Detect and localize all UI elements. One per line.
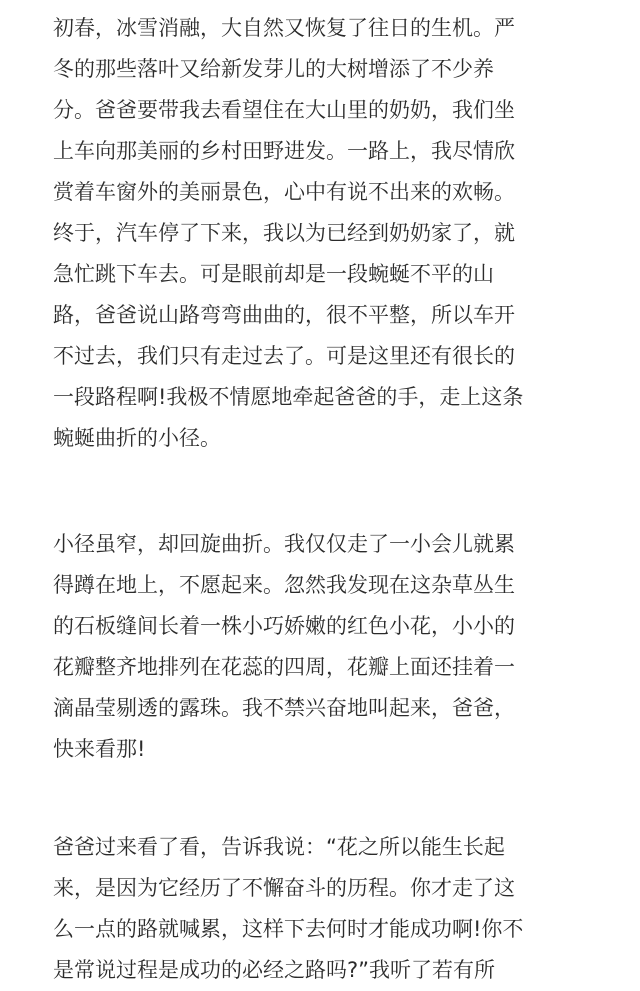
paragraph-1 (53, 8, 523, 459)
text-line: 初春，冰雪消融，大自然又恢复了往日的生机。严 (53, 16, 515, 40)
text-line: 分。爸爸要带我去看望住在大山里的奶奶，我们坐 (53, 98, 515, 122)
text-line: 小径虽窄，却回旋曲折。我仅仅走了一小会儿就累 (53, 532, 515, 556)
text-line: 路，爸爸说山路弯弯曲曲的，很不平整，所以车开 (53, 303, 515, 327)
text-line: 冬的那些落叶又给新发芽儿的大树增添了不少养 (53, 57, 494, 81)
text-line: 赏着车窗外的美丽景色，心中有说不出来的欢畅。 (53, 180, 515, 204)
text-line: 滴晶莹剔透的露珠。我不禁兴奋地叫起来，爸爸， (53, 696, 515, 720)
text-line: 么一点的路就喊累，这样下去何时才能成功啊!你不 (53, 917, 524, 941)
text-line: 花瓣整齐地排列在花蕊的四周，花瓣上面还挂着一 (53, 655, 515, 679)
text-line: 蜿蜒曲折的小径。 (53, 426, 221, 450)
text-line: 终于，汽车停了下来，我以为已经到奶奶家了，就 (53, 221, 515, 245)
text-line: 不过去，我们只有走过去了。可是这里还有很长的 (53, 344, 515, 368)
paragraph-3 (53, 827, 523, 991)
text-line: 上车向那美丽的乡村田野进发。一路上，我尽情欣 (53, 139, 515, 163)
text-line: 一段路程啊!我极不情愿地牵起爸爸的手，走上这条 (53, 385, 524, 409)
text-line: 快来看那! (53, 737, 146, 761)
paragraph-2 (53, 524, 515, 770)
text-line: 急忙跳下车去。可是眼前却是一段蜿蜒不平的山 (53, 262, 494, 286)
text-line: 的石板缝间长着一株小巧娇嫩的红色小花，小小的 (53, 614, 515, 638)
text-line: 爸爸过来看了看，告诉我说：“花之所以能生长起 (53, 835, 505, 859)
text-line: 得蹲在地上，不愿起来。忽然我发现在这杂草丛生 (53, 573, 515, 597)
text-line: 是常说过程是成功的必经之路吗?”我听了若有所 (53, 958, 496, 982)
text-line: 来，是因为它经历了不懈奋斗的历程。你才走了这 (53, 876, 515, 900)
